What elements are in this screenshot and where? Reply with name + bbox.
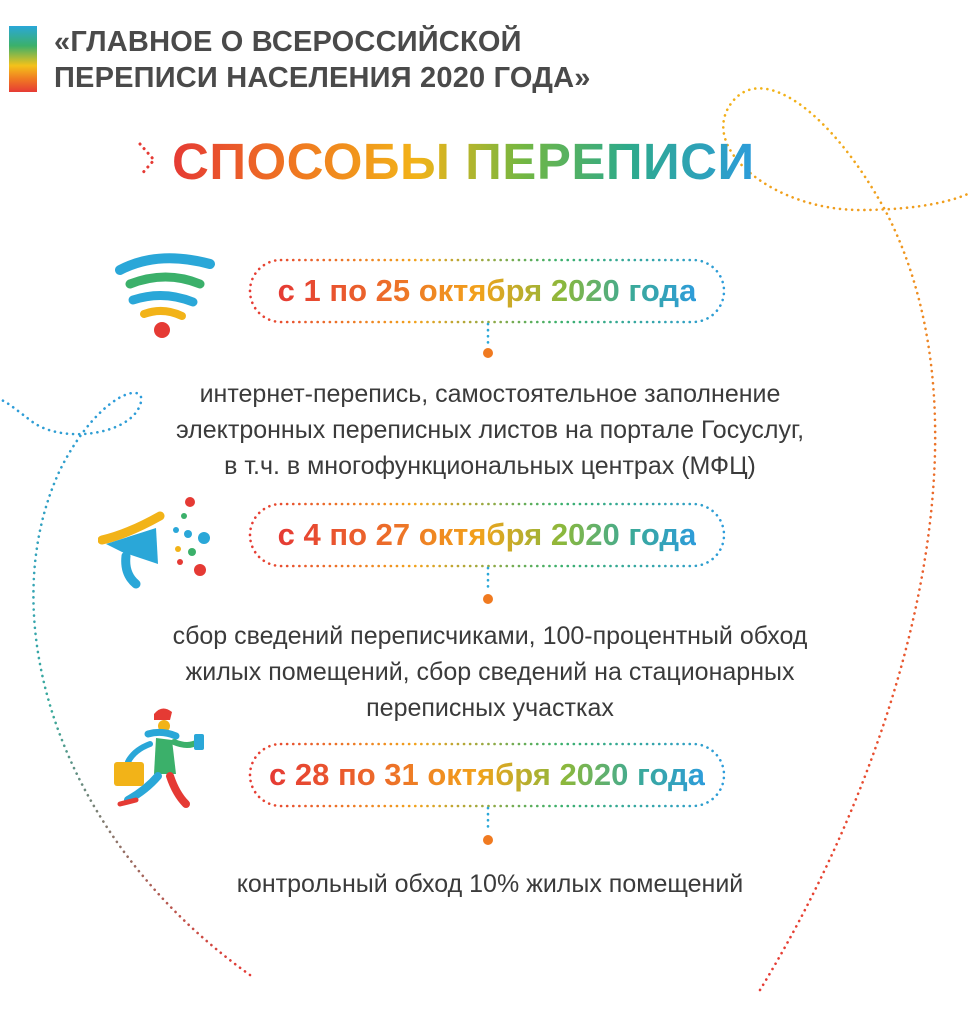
page-title [54,24,654,96]
header-color-bar [9,26,37,92]
method-description-1 [100,376,880,484]
period-badge-3 [250,743,724,807]
method-1-line-2: электронных переписных листов на портале Госуслуг, [175,416,805,444]
method-1-line-3: в т.ч. в многофункциональных центрах (МФЦ) [224,452,756,480]
page-title-line-1: «ГЛАВНОЕ О ВСЕРОССИЙСКОЙ [54,26,522,58]
period-text-2: с 4 по 27 октября 2020 года [277,517,697,552]
period-text-3: с 28 по 31 октября 2020 года [269,757,705,792]
method-description-2 [100,618,880,726]
period-text-1: с 1 по 25 октября 2020 года [277,273,697,308]
megaphone-icon [98,494,218,594]
dotted-arrow-icon [62,144,154,176]
method-1-line-1: интернет-перепись, самостоятельное заполнение [199,380,781,408]
census-taker-icon [106,704,216,816]
method-description-3 [100,866,880,902]
method-2-line-1: сбор сведений переписчиками, 100-процентный обход [172,622,808,650]
method-2-line-3: переписных участках [366,694,614,722]
period-badge-1 [250,259,724,323]
method-3-line-1: контрольный обход 10% жилых помещений [236,870,744,898]
wifi-icon [108,252,218,342]
period-badge-2 [250,503,724,567]
page-title-line-2: ПЕРЕПИСИ НАСЕЛЕНИЯ 2020 ГОДА» [54,62,591,94]
section-title: СПОСОБЫ ПЕРЕПИСИ [172,133,755,190]
method-2-line-2: жилых помещений, сбор сведений на стационарных [185,658,795,686]
